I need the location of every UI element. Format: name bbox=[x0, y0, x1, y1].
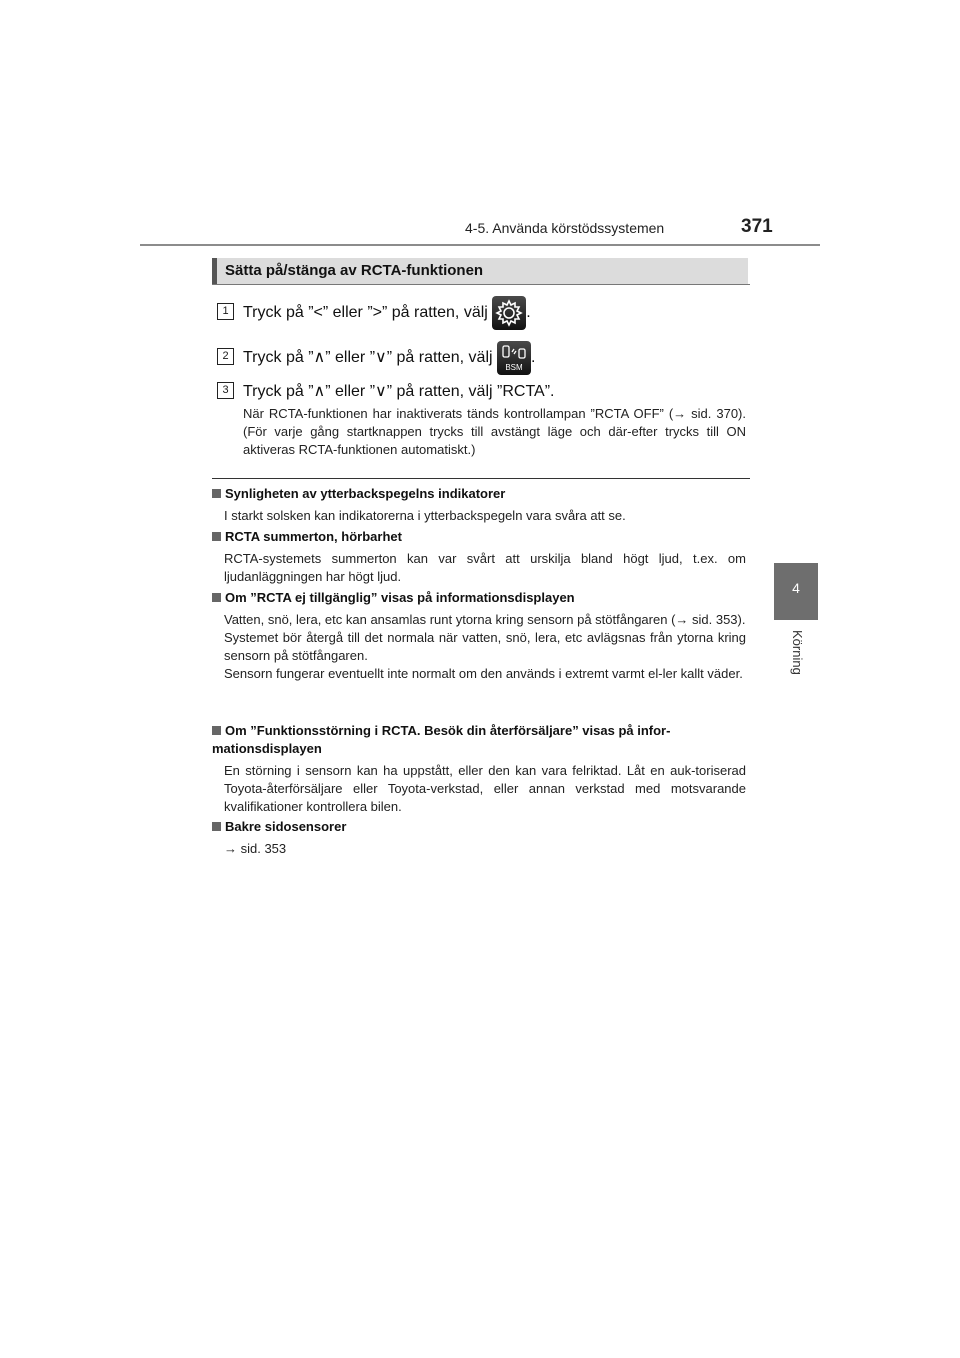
square-bullet-icon bbox=[212, 726, 221, 735]
section-heading-rule bbox=[212, 284, 750, 285]
info-item bbox=[212, 485, 746, 525]
chapter-label bbox=[785, 630, 807, 690]
section-heading-text: Sätta på/stänga av RCTA-funktionen bbox=[225, 262, 484, 279]
info-item-title-text: Synligheten av ytterbackspegelns indikatorer bbox=[225, 486, 506, 501]
info-item-paragraph: Systemet bör återgå till det normala när vatten, snö, lera, etc avlägsnas från ytorna kring sensorn på stötfångaren. bbox=[224, 630, 746, 663]
info-item-paragraph: Sensorn fungerar eventuellt inte normalt om den används i extremt varmt el-ler kallt väder. bbox=[224, 666, 743, 681]
info-item bbox=[212, 589, 746, 683]
section-title-header: 4-5. Använda körstödssystemen bbox=[465, 220, 665, 236]
info-item bbox=[212, 528, 746, 586]
info-item-body bbox=[212, 762, 746, 816]
page-number: 371 bbox=[741, 216, 773, 237]
step-number-1: 1 bbox=[217, 303, 234, 320]
square-bullet-icon bbox=[212, 593, 221, 602]
gear-settings-icon bbox=[492, 296, 526, 330]
info-item-title-text: Om ”Funktionsstörning i RCTA. Besök din återförsäljare” visas på infor-mationsdisplayen bbox=[212, 723, 671, 756]
bsm-icon bbox=[497, 341, 531, 375]
info-item-body bbox=[212, 507, 746, 525]
info-item-body bbox=[212, 840, 746, 858]
section-heading bbox=[212, 258, 748, 284]
step-2 bbox=[243, 341, 535, 375]
info-item-body bbox=[212, 611, 746, 683]
chapter-tab: 4 bbox=[774, 563, 818, 620]
step-number-3: 3 bbox=[217, 382, 234, 399]
chapter-label-text: Körning bbox=[790, 630, 805, 675]
info-item-paragraph: En störning i sensorn kan ha uppstått, eller den kan vara felriktad. Låt en auk-toriserad Toyota-återförsäljare eller Toyota-verkstad, eller annan verkstad med motsvarande kvalifikationer kontrollera bilen. bbox=[224, 763, 746, 814]
info-item-paragraph: → sid. 353 bbox=[224, 841, 287, 856]
info-item-body bbox=[212, 550, 746, 586]
info-item-title-text: Bakre sidosensorer bbox=[225, 819, 347, 834]
step-2-text-after: . bbox=[531, 349, 536, 367]
square-bullet-icon bbox=[212, 822, 221, 831]
square-bullet-icon bbox=[212, 489, 221, 498]
info-item-title bbox=[212, 818, 746, 836]
step-number-2: 2 bbox=[217, 348, 234, 365]
step-1-text-after: . bbox=[526, 304, 531, 322]
step-1-text: Tryck på ”<” eller ”>” på ratten, välj bbox=[243, 304, 488, 322]
info-item bbox=[212, 818, 746, 858]
step-2-text: Tryck på ”∧” eller ”∨” på ratten, välj bbox=[243, 349, 493, 367]
info-item-paragraph: Vatten, snö, lera, etc kan ansamlas runt ytorna kring sensorn på stötfångaren (→ sid. 353). bbox=[224, 612, 746, 627]
step-3-text: Tryck på ”∧” eller ”∨” på ratten, välj ”RCTA”. bbox=[243, 383, 555, 400]
info-item-title-text: Om ”RCTA ej tillgänglig” visas på informationsdisplayen bbox=[225, 590, 575, 605]
info-item-paragraph: RCTA-systemets summerton kan var svårt att urskilja bland högt ljud, t.ex. om ljudanläggningen har högt ljud. bbox=[224, 551, 746, 584]
info-item-paragraph: I starkt solsken kan indikatorerna i ytterbackspegeln vara svåra att se. bbox=[224, 508, 626, 523]
info-item-title bbox=[212, 722, 746, 758]
bsm-icon-label: BSM bbox=[505, 363, 523, 372]
info-item-title-text: RCTA summerton, hörbarhet bbox=[225, 529, 402, 544]
square-bullet-icon bbox=[212, 532, 221, 541]
info-item-title bbox=[212, 528, 746, 546]
step-1 bbox=[243, 296, 531, 330]
info-item-title bbox=[212, 589, 746, 607]
section-heading-bar bbox=[212, 258, 217, 284]
header-rule bbox=[140, 244, 820, 246]
step-note: När RCTA-funktionen har inaktiverats tänds kontrollampan ”RCTA OFF” (→ sid. 370). (För varje gång startknappen trycks till avstängt läge och där-efter trycks till ON aktiveras RCTA-funktionen automatiskt.) bbox=[243, 406, 746, 457]
info-divider bbox=[212, 478, 750, 479]
info-item bbox=[212, 722, 746, 816]
info-item-title bbox=[212, 485, 746, 503]
